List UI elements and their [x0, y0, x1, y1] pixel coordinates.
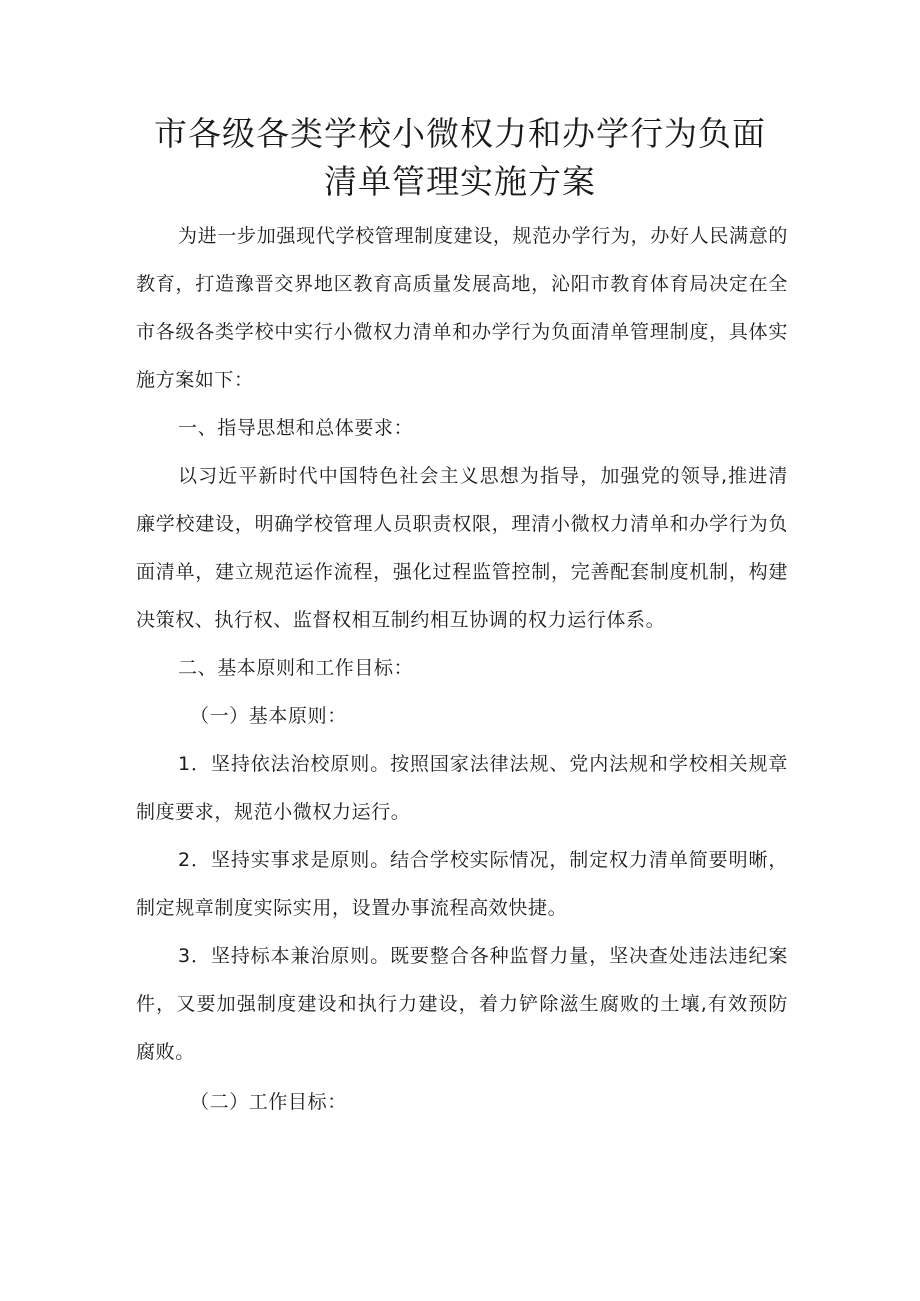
section2-heading: 二、基本原则和工作目标：: [178, 657, 414, 679]
subsection1-heading: （一）基本原则：: [190, 705, 347, 727]
document-title-line2: 清单管理实施方案: [324, 162, 596, 201]
document-title-line1: 市各级各类学校小微权力和办学行为负面: [154, 114, 766, 153]
principle-1: 1．坚持依法治校原则。按照国家法律法规、党内法规和学校相关规章制度要求，规范小微权力运行。: [136, 753, 788, 823]
section1-heading: 一、指导思想和总体要求：: [178, 417, 414, 439]
intro-paragraph: 为进一步加强现代学校管理制度建设，规范办学行为，办好人民满意的教育，打造豫晋交界地区教育高质量发展高地，沁阳市教育体育局决定在全市各级各类学校中实行小微权力清单和办学行为负面清单管理制度，具体实施方案如下：: [136, 225, 788, 391]
principle-2: 2．坚持实事求是原则。结合学校实际情况，制定权力清单简要明晰，制定规章制度实际实用，设置办事流程高效快捷。: [136, 849, 788, 919]
subsection2-heading: （二）工作目标：: [190, 1091, 347, 1113]
principle-3: 3．坚持标本兼治原则。既要整合各种监督力量，坚决查处违法违纪案件，又要加强制度建设和执行力建设，着力铲除滋生腐败的土壤,有效预防腐败。: [136, 945, 788, 1063]
section1-body: 以习近平新时代中国特色社会主义思想为指导，加强党的领导,推进清廉学校建设，明确学校管理人员职责权限，理清小微权力清单和办学行为负面清单，建立规范运作流程，强化过程监管控制，完善配套制度机制，构建决策权、执行权、监督权相互制约相互协调的权力运行体系。: [136, 465, 788, 631]
